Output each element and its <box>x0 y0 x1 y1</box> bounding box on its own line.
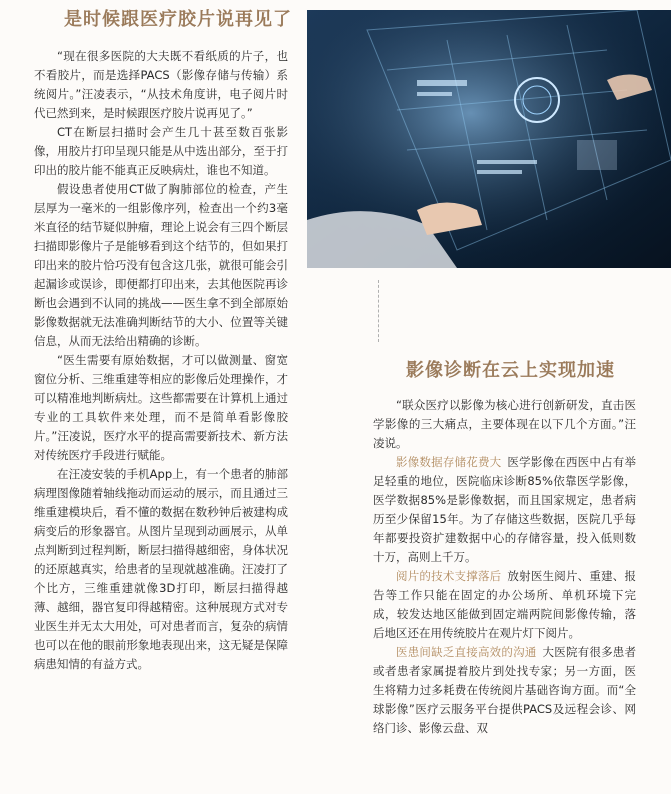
paragraph: 假设患者使用CT做了胸肺部位的检查，产生层厚为一毫米的一组影像序列，检查出一个约3毫米直径的结节疑似肿瘤，理论上说会有三四个断层扫描即影像片子是能够看到这个结节的，但如果打印出来的胶片恰巧没有包含这几张，就很可能会引起漏诊或误诊，即便都打印出来，去其他医院再诊断也会遇到不认同的挑战——医生拿不到全部原始影像数据就无法准确判断结节的大小、位置等关键信息，从而无法给出精确的诊断。 <box>34 182 288 348</box>
section-heading: 医患间缺乏直接高效的沟通 <box>396 645 537 659</box>
section-text: 医学影像在西医中占有举足轻重的地位，医院临床诊断85%依靠医学影像，医学数据85%是影像数据，而且国家规定，患者病历至少保留15年。为了存储这些数据，医院几乎每年都要投资扩建数据中心的存储容量，投入低则数十万，高则上千万。 <box>373 455 637 564</box>
intro-paragraph: “联众医疗以影像为核心进行创新研发，直击医学影像的三大痛点，主要体现在以下几个方面。”汪凌说。 <box>373 398 636 450</box>
section-text: 大医院有很多患者或者患者家属提着胶片到处找专家；另一方面，医生将精力过多耗费在传统阅片基础咨询方面。而“全球影像”医疗云服务平台提供PACS及远程会诊、网络门诊、影像云盘、双 <box>373 645 637 735</box>
section-paragraph <box>373 643 636 738</box>
left-article-body <box>34 47 288 674</box>
section-heading: 阅片的技术支撑落后 <box>396 569 502 583</box>
right-article-title: 影像诊断在云上实现加速 <box>406 360 615 381</box>
tech-touchscreen-photo <box>307 10 671 268</box>
column-divider <box>378 280 380 342</box>
section-text: 放射医生阅片、重建、报告等工作只能在固定的办公场所、单机环境下完成，较发达地区能做到固定端两院间影像传输，落后地区还在用传统胶片在观片灯下阅片。 <box>373 569 637 640</box>
right-article-body <box>373 396 636 738</box>
photo-illustration <box>307 10 671 268</box>
section-paragraph <box>373 567 636 643</box>
section-paragraph <box>373 453 636 567</box>
left-article-title: 是时候跟医疗胶片说再见了 <box>64 9 292 30</box>
paragraph: CT在断层扫描时会产生几十甚至数百张影像，用胶片打印呈现只能是从中选出部分，至于打印出的胶片能不能真正反映病灶，谁也不知道。 <box>34 125 288 177</box>
section-heading: 影像数据存储花费大 <box>396 455 502 469</box>
paragraph: 在汪凌安装的手机App上，有一个患者的肺部病理图像随着轴线拖动而运动的展示，而且通过三维重建模块后，看不懂的数据在数秒钟后被建构成病变后的形象器官。从图片呈现到动画展示，从单点判断到过程判断，断层扫描得越细密，身体状况的还原越真实，给患者的呈现就越准确。汪凌打了个比方，三维重建就像3D打印，断层扫描得越薄、越细，器官复印得越精密。这种展现方式对专业医生并无太大用处，可对患者而言，复杂的病情也可以在他的眼前形象地表现出来，这无疑是保障病患知情的有益方式。 <box>34 467 288 671</box>
paragraph: “现在很多医院的大夫既不看纸质的片子，也不看胶片，而是选择PACS（影像存储与传输）系统阅片。”汪凌表示，“从技术角度讲，电子阅片时代已然到来，是时候跟医疗胶片说再见了。” <box>34 49 288 120</box>
paragraph: “医生需要有原始数据，才可以做测量、窗宽窗位分析、三维重建等相应的影像后处理操作，才可以精准地判断病灶。这些都需要在计算机上通过专业的工具软件来处理，而不是简单看影像胶片。”汪凌说，医疗水平的提高需要新技术、新方法对传统医疗手段进行赋能。 <box>34 353 288 462</box>
